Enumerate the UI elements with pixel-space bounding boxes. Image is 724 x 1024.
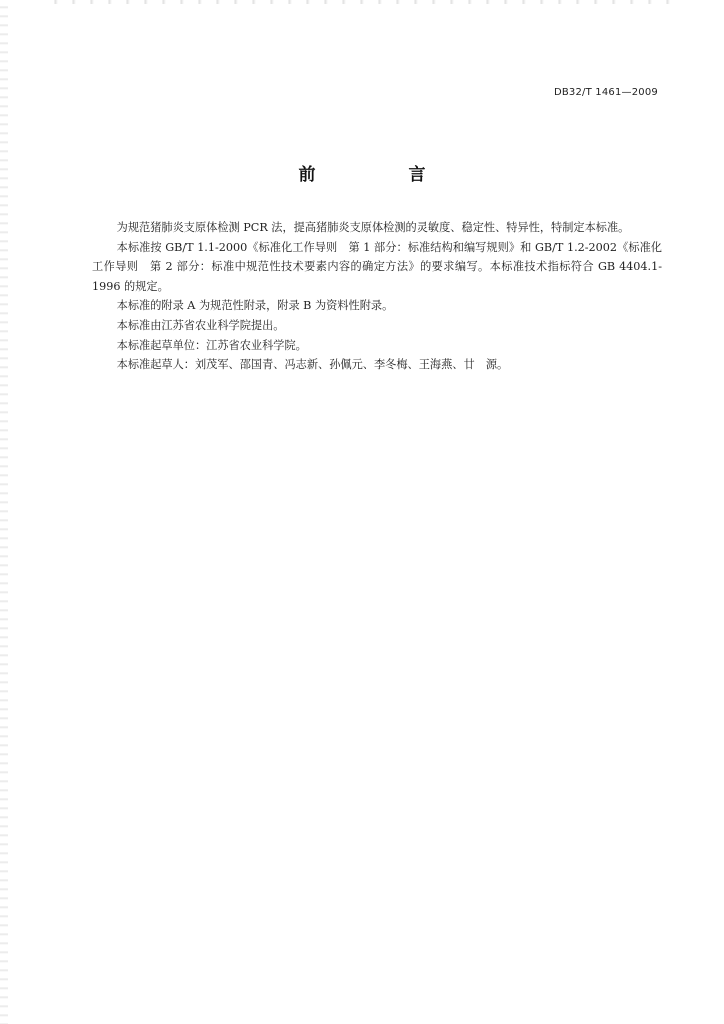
paragraph-purpose: 为规范猪肺炎支原体检测 PCR 法，提高猪肺炎支原体检测的灵敏度、稳定性、特异性，特制定本标准。 [116, 221, 630, 234]
paragraph-drafters: 本标准起草人：刘茂军、邵国青、冯志新、孙佩元、李冬梅、王海燕、廿 源。 [116, 358, 509, 372]
paragraph-appendix: 本标准的附录 A 为规范性附录，附录 B 为资料性附录。 [116, 299, 394, 313]
paragraph-drafting-basis: 本标准按 GB/T 1.1-2000《标准化工作导则 第 1 部分：标准结构和编写规则》和 GB/T 1.2-2002《标准化工作导则 第 2 部分：标准中规范性技术要素内容的确定方法》的要求编写。本标准技术指标符合 GB 4404.1-1996 的规定。 [92, 240, 662, 293]
paragraph-drafting-unit: 本标准起草单位：江苏省农业科学院。 [116, 338, 307, 352]
document-code: DB32/T 1461—2009 [553, 87, 658, 98]
section-title: 前 言 [298, 165, 464, 185]
foreword-body [92, 218, 662, 375]
scan-edge-left [0, 0, 8, 1024]
scan-top-strip [40, 0, 680, 4]
paragraph-proposer: 本标准由江苏省农业科学院提出。 [116, 318, 285, 332]
